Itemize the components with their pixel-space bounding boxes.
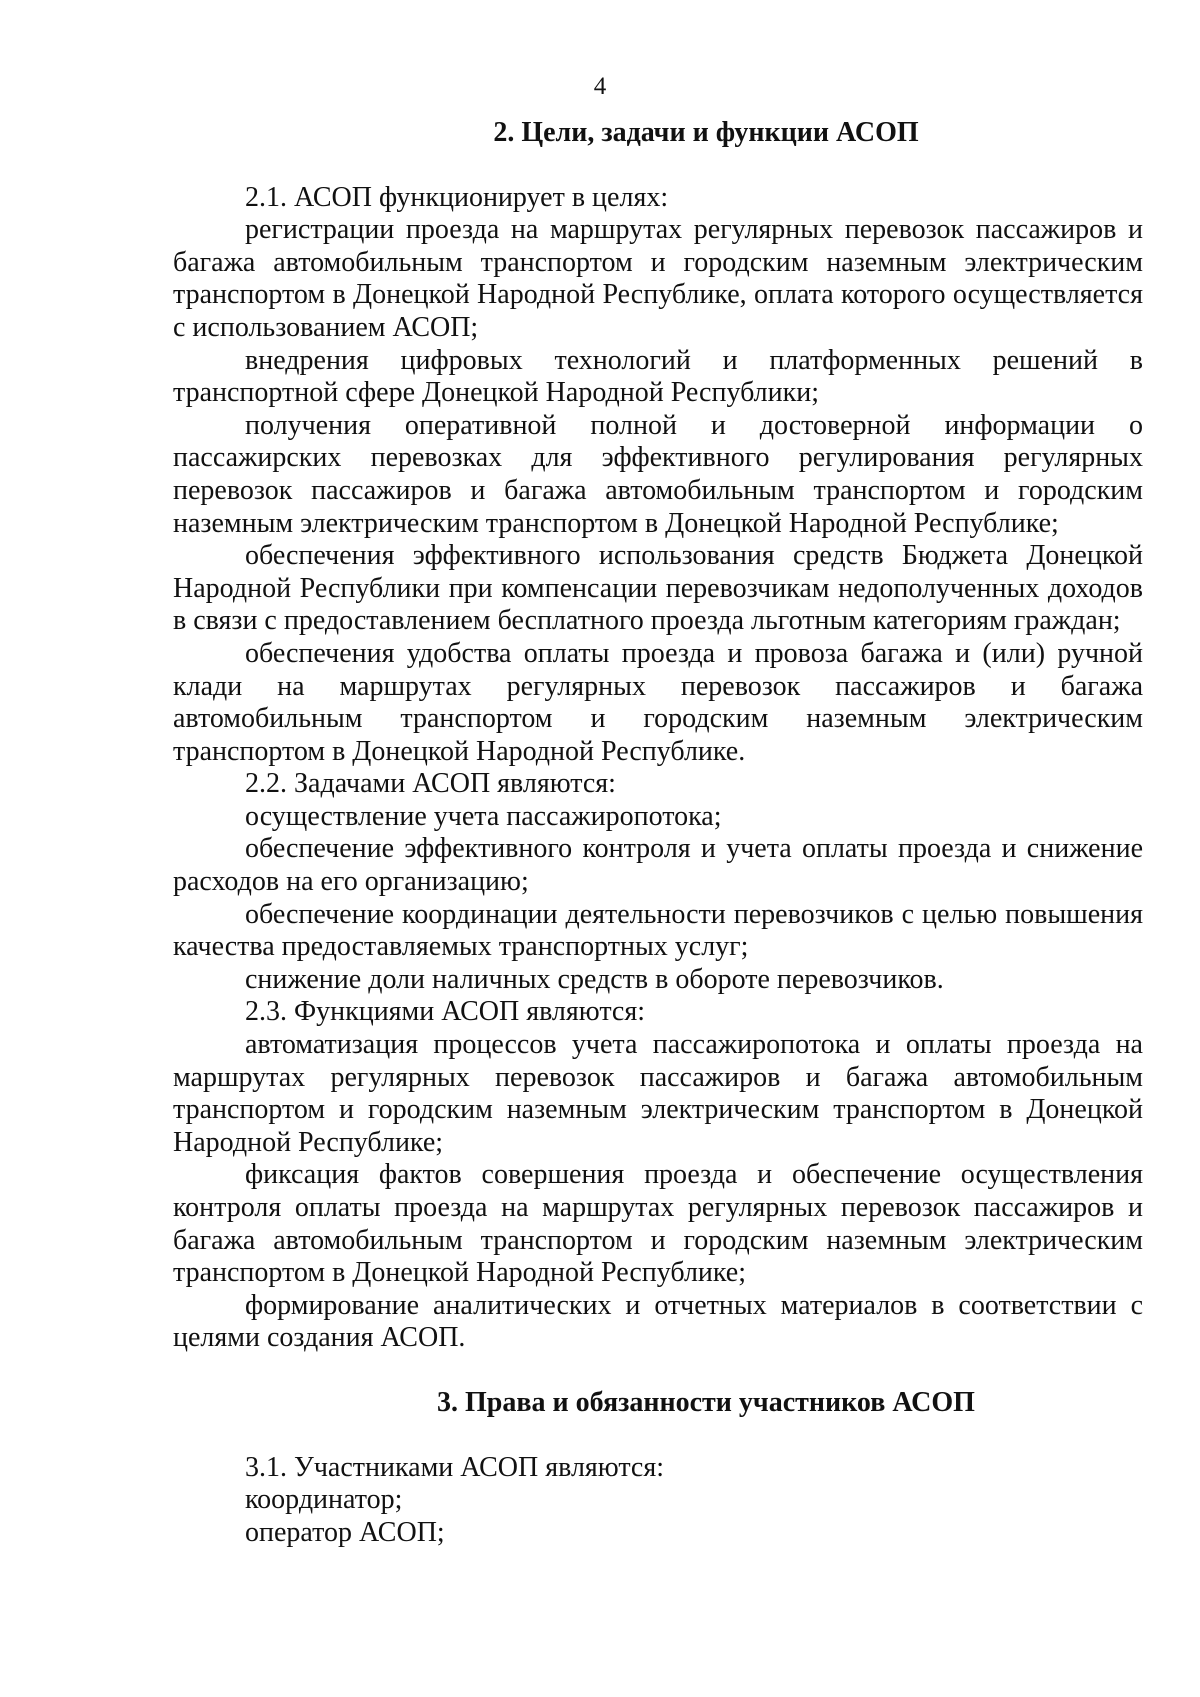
paragraph: обеспечения эффективного использования средств Бюджета Донецкой Народной Республики при компенсации перевозчикам недополученных доходов в связи с предоставлением бесплатного проезда льготным категориям граждан; <box>173 540 1143 637</box>
paragraph: получения оперативной полной и достоверной информации о пассажирских перевозках для эффективного регулирования регулярных перевозок пассажиров и багажа автомобильным транспортом и городским наземным электрическим транспортом в Донецкой Народной Республике; <box>173 409 1143 539</box>
paragraph: 2.2. Задачами АСОП являются: <box>245 768 616 800</box>
section-3-body <box>173 1452 1143 1550</box>
paragraph: регистрации проезда на маршрутах регулярных перевозок пассажиров и багажа автомобильным транспортом и городским наземным электрическим транспортом в Донецкой Народной Республике, оплата которого осуществляется с использованием АСОП; <box>173 214 1143 343</box>
paragraph: 3.1. Участниками АСОП являются: <box>245 1451 665 1483</box>
paragraph: обеспечение эффективного контроля и учета оплаты проезда и снижение расходов на его организацию; <box>173 833 1143 898</box>
paragraph: осуществление учета пассажиропотока; <box>245 800 722 832</box>
paragraph: автоматизация процессов учета пассажиропотока и оплаты проезда на маршрутах регулярных перевозок пассажиров и багажа автомобильным транспортом и городским наземным электрическим транспортом в Донецкой Народной Республике; <box>173 1029 1143 1158</box>
paragraph: 2.3. Функциями АСОП являются: <box>245 996 645 1028</box>
section-3-title: 3. Права и обязанности участников АСОП <box>437 1386 975 1418</box>
section-2-title: 2. Цели, задачи и функции АСОП <box>493 117 919 148</box>
paragraph: 2.1. АСОП функционирует в целях: <box>245 181 669 213</box>
paragraph: формирование аналитических и отчетных материалов в соответствии с целями создания АСОП. <box>173 1289 1143 1354</box>
section-2-body <box>173 182 1143 1355</box>
paragraph: обеспечение координации деятельности перевозчиков с целью повышения качества предоставляемых транспортных услуг; <box>173 898 1143 963</box>
paragraph: фиксация фактов совершения проезда и обеспечение осуществления контроля оплаты проезда на маршрутах регулярных перевозок пассажиров и багажа автомобильным транспортом и городским наземным электрическим транспортом в Донецкой Народной Республике; <box>173 1159 1143 1289</box>
page-number: 4 <box>593 73 607 100</box>
document-body <box>173 117 1143 1549</box>
paragraph: внедрения цифровых технологий и платформенных решений в транспортной сфере Донецкой Народной Республики; <box>173 344 1143 409</box>
paragraph: снижение доли наличных средств в обороте перевозчиков. <box>245 963 944 995</box>
paragraph: оператор АСОП; <box>245 1516 445 1548</box>
paragraph: обеспечения удобства оплаты проезда и провоза багажа и (или) ручной клади на маршрутах регулярных перевозок пассажиров и багажа автомобильным транспортом и городским наземным электрическим транспортом в Донецкой Народной Республике. <box>173 637 1143 767</box>
paragraph: координатор; <box>245 1484 403 1516</box>
